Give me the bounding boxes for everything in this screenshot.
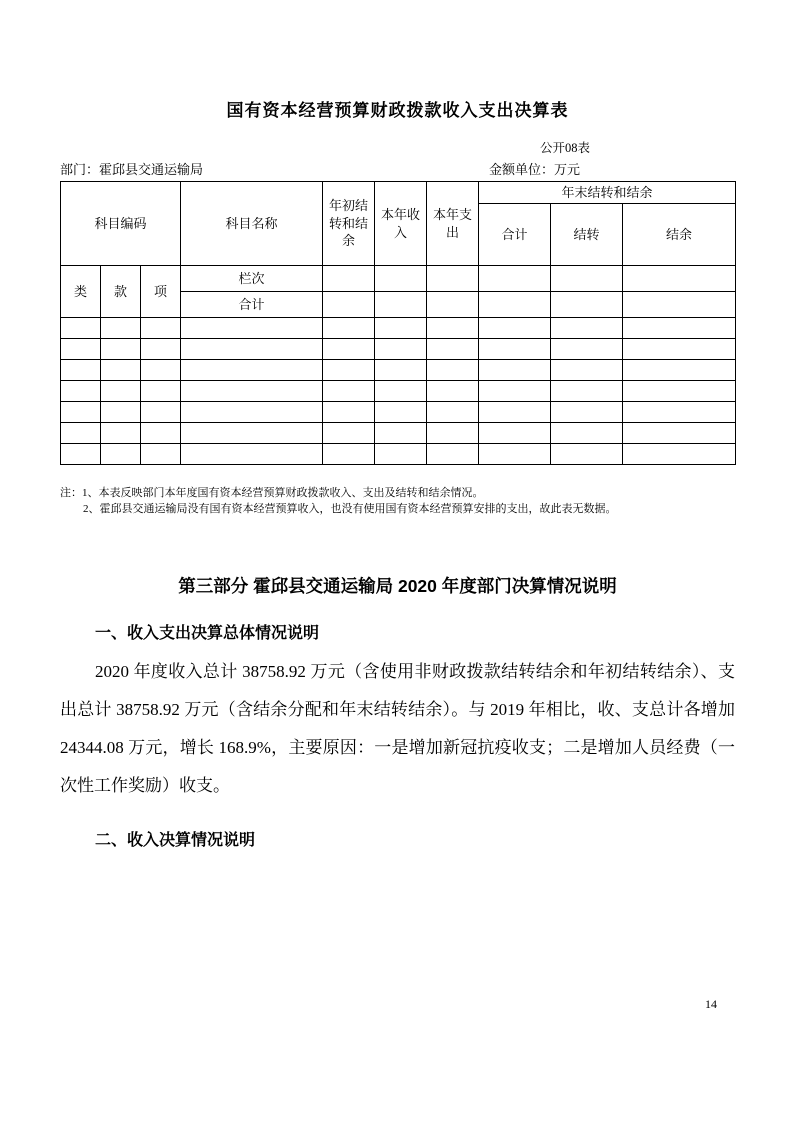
empty-cell — [141, 423, 181, 444]
empty-cell — [551, 423, 623, 444]
empty-cell — [61, 444, 101, 465]
empty-cell — [479, 266, 551, 292]
column-index-row — [61, 266, 736, 292]
empty-cell — [623, 266, 736, 292]
fiscal-table-body — [61, 182, 736, 465]
empty-cell — [61, 318, 101, 339]
cell-lanci: 栏次 — [181, 266, 323, 292]
empty-cell — [181, 339, 323, 360]
th-yearend-carryover: 年末结转和结余 — [479, 182, 736, 204]
table-row — [61, 381, 736, 402]
empty-cell — [375, 402, 427, 423]
table-row — [61, 423, 736, 444]
empty-cell — [61, 402, 101, 423]
table-row — [61, 318, 736, 339]
empty-cell — [323, 360, 375, 381]
th-year-expense: 本年支出 — [427, 182, 479, 266]
empty-cell — [323, 402, 375, 423]
empty-cell — [101, 360, 141, 381]
empty-cell — [551, 381, 623, 402]
empty-cell — [623, 292, 736, 318]
empty-cell — [375, 360, 427, 381]
empty-cell — [623, 423, 736, 444]
empty-cell — [375, 423, 427, 444]
empty-cell — [551, 266, 623, 292]
empty-cell — [323, 292, 375, 318]
empty-cell — [427, 423, 479, 444]
empty-cell — [479, 423, 551, 444]
body-paragraph-1: 2020 年度收入总计 38758.92 万元（含使用非财政拨款结转结余和年初结转结余）、支出总计 38758.92 万元（含结余分配和年末结转结余）。与 2019 年相比，收、支总计各增加 24344.08 万元，增长 168.9%，主要原因：一是增加新冠抗疫收支；二是增加人员经费（一次性工作奖励）收支。 — [60, 662, 735, 795]
empty-cell — [623, 402, 736, 423]
empty-cell — [323, 266, 375, 292]
empty-cell — [181, 360, 323, 381]
empty-cell — [375, 266, 427, 292]
th-opening-carryover: 年初结转和结余 — [323, 182, 375, 266]
empty-cell — [427, 266, 479, 292]
empty-cell — [551, 318, 623, 339]
empty-cell — [141, 318, 181, 339]
empty-cell — [141, 339, 181, 360]
empty-cell — [479, 318, 551, 339]
empty-cell — [479, 402, 551, 423]
empty-cell — [427, 339, 479, 360]
fiscal-table — [60, 181, 736, 465]
th-carryforward: 结转 — [551, 204, 623, 266]
subheading-1: 一、收入支出决算总体情况说明 — [95, 625, 320, 642]
empty-cell — [427, 360, 479, 381]
empty-cell — [427, 402, 479, 423]
empty-cell — [479, 339, 551, 360]
empty-cell — [551, 292, 623, 318]
empty-cell — [141, 444, 181, 465]
empty-cell — [479, 444, 551, 465]
empty-cell — [141, 402, 181, 423]
empty-cell — [181, 318, 323, 339]
empty-cell — [101, 423, 141, 444]
th-subject-name: 科目名称 — [181, 182, 323, 266]
empty-cell — [101, 402, 141, 423]
empty-cell — [181, 423, 323, 444]
empty-cell — [141, 360, 181, 381]
empty-cell — [181, 381, 323, 402]
table-row — [61, 402, 736, 423]
empty-cell — [61, 360, 101, 381]
empty-cell — [61, 381, 101, 402]
header-row-1 — [61, 182, 736, 204]
empty-cell — [375, 381, 427, 402]
department-label: 部门：霍邱县交通运输局 — [60, 162, 204, 177]
empty-cell — [323, 381, 375, 402]
table-row — [61, 339, 736, 360]
empty-cell — [101, 318, 141, 339]
cell-section: 款 — [101, 266, 141, 318]
empty-cell — [623, 360, 736, 381]
table-notes — [60, 485, 720, 517]
empty-cell — [623, 381, 736, 402]
empty-cell — [141, 381, 181, 402]
empty-cell — [479, 381, 551, 402]
empty-cell — [623, 444, 736, 465]
th-surplus: 结余 — [623, 204, 736, 266]
doc-title: 国有资本经营预算财政拨款收入支出决算表 — [226, 101, 569, 120]
note-1: 注：1、本表反映部门本年度国有资本经营预算财政拨款收入、支出及结转和结余情况。 — [60, 487, 484, 499]
empty-cell — [323, 339, 375, 360]
cell-item: 项 — [141, 266, 181, 318]
empty-cell — [375, 444, 427, 465]
empty-cell — [181, 444, 323, 465]
subheading-2: 二、收入决算情况说明 — [95, 832, 256, 849]
empty-cell — [101, 381, 141, 402]
empty-cell — [323, 423, 375, 444]
empty-cell — [61, 423, 101, 444]
empty-cell — [551, 444, 623, 465]
empty-cell — [551, 339, 623, 360]
empty-cell — [623, 318, 736, 339]
cell-class: 类 — [61, 266, 101, 318]
empty-cell — [101, 339, 141, 360]
public-table-tag: 公开08表 — [539, 141, 590, 155]
empty-cell — [623, 339, 736, 360]
th-subject-code: 科目编码 — [61, 182, 181, 266]
empty-cell — [101, 444, 141, 465]
empty-cell — [323, 444, 375, 465]
table-row — [61, 444, 736, 465]
empty-cell — [181, 402, 323, 423]
empty-cell — [427, 381, 479, 402]
empty-cell — [479, 360, 551, 381]
empty-cell — [375, 318, 427, 339]
empty-cell — [427, 318, 479, 339]
table-meta-row — [60, 159, 735, 178]
empty-cell — [479, 292, 551, 318]
empty-cell — [375, 292, 427, 318]
page-number: 14 — [705, 997, 717, 1011]
empty-cell — [375, 339, 427, 360]
empty-cell — [323, 318, 375, 339]
empty-cell — [427, 444, 479, 465]
note-2: 2、霍邱县交通运输局没有国有资本经营预算收入，也没有使用国有资本经营预算安排的支出，故此表无数据。 — [83, 503, 617, 515]
empty-cell — [427, 292, 479, 318]
table-row — [61, 360, 736, 381]
empty-cell — [551, 402, 623, 423]
empty-cell — [551, 360, 623, 381]
th-total: 合计 — [479, 204, 551, 266]
part-heading: 第三部分 霍邱县交通运输局 2020 年度部门决算情况说明 — [178, 576, 617, 596]
cell-total-label: 合计 — [181, 292, 323, 318]
th-year-income: 本年收入 — [375, 182, 427, 266]
empty-cell — [61, 339, 101, 360]
unit-label: 金额单位：万元 — [488, 162, 580, 177]
